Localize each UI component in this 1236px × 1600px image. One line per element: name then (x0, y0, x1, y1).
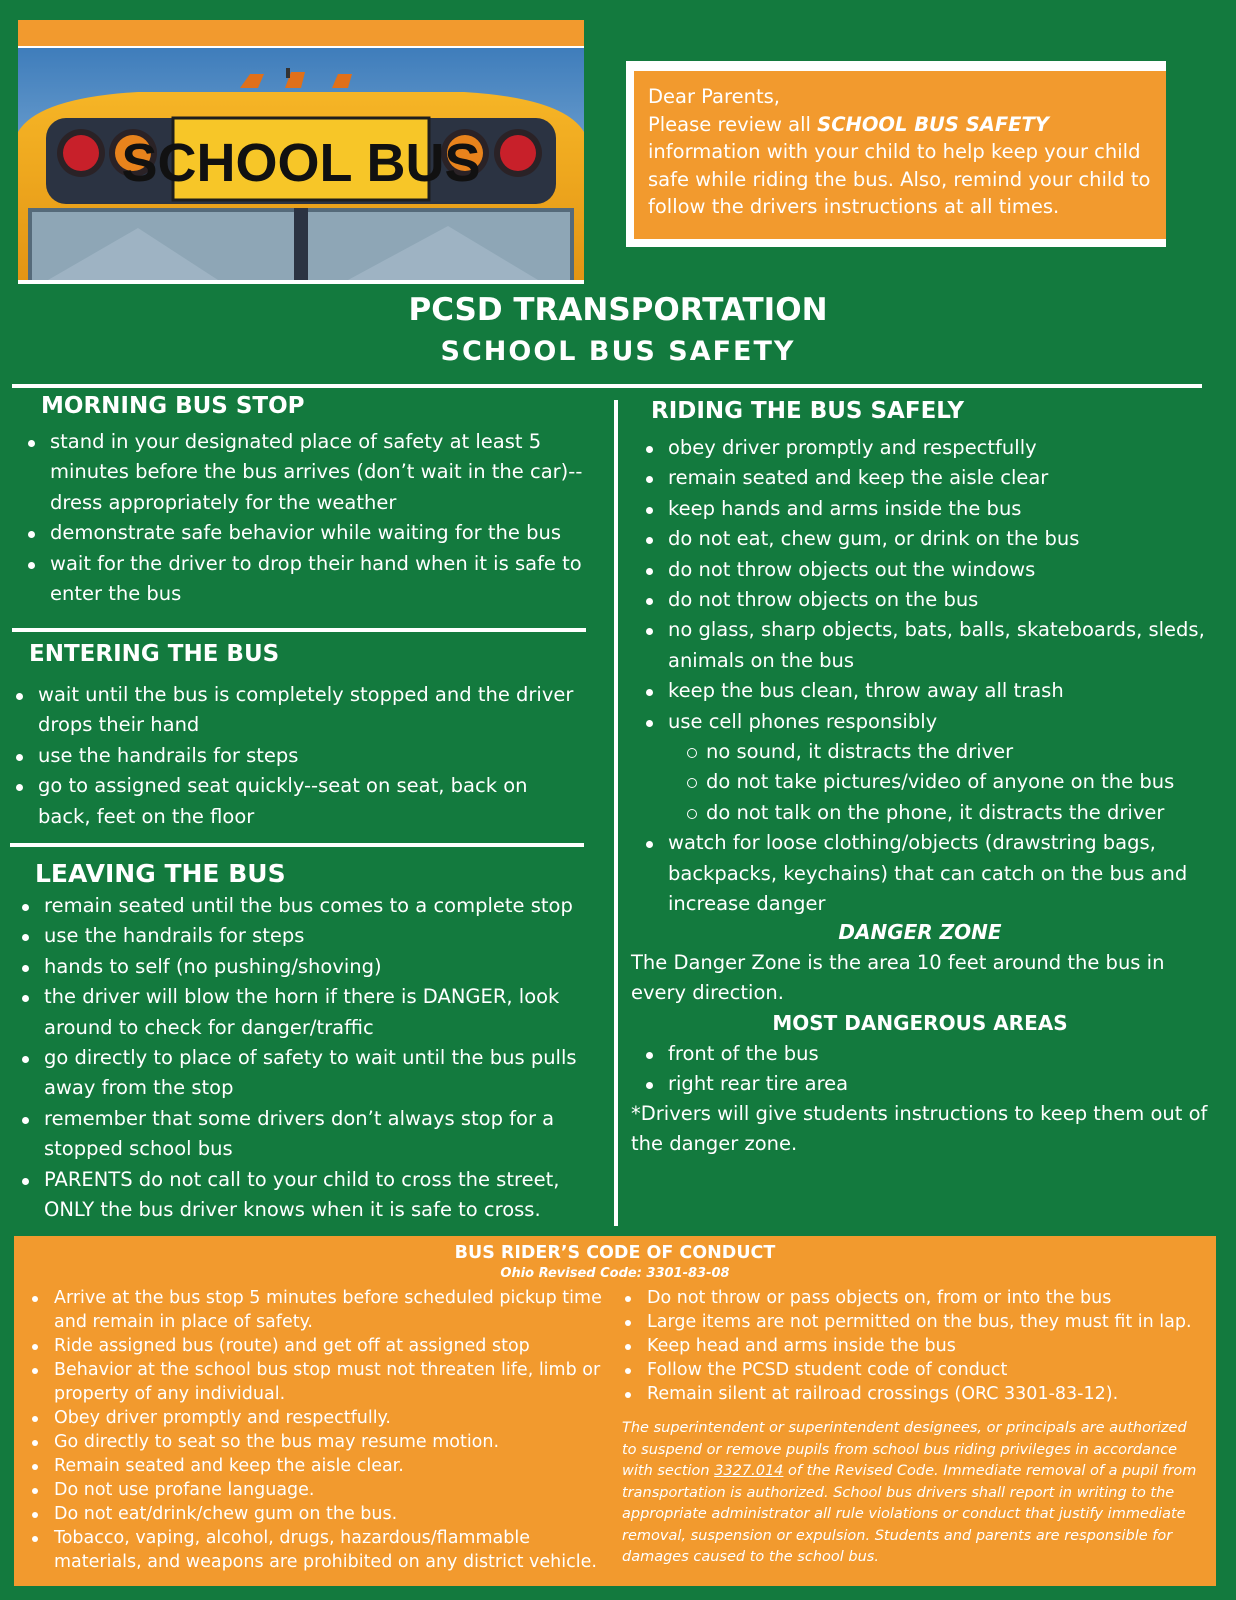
list-item: go directly to place of safety to wait until the bus pulls away from the stop (8, 1043, 590, 1104)
hero-orange-band (18, 20, 584, 46)
list-item: demonstrate safe behavior while waiting for the bus (14, 518, 584, 548)
list-item: Follow the PCSD student code of conduct (607, 1358, 1207, 1382)
section-divider-2 (10, 843, 584, 847)
riding-list (632, 433, 1212, 920)
note-body: Please review all SCHOOL BUS SAFETY information with your child to help keep your child safe while riding the bus. Also, remind your child to follow the drivers instructions at all times. (648, 112, 1151, 218)
leaving-list (8, 891, 590, 1225)
section-divider-1 (12, 628, 586, 632)
list-item: do not throw objects on the bus (632, 585, 1212, 615)
list-item: go to assigned seat quickly--seat on seat, back on back, feet on the floor (2, 771, 584, 832)
list-item: Behavior at the school bus stop must not threaten life, limb or property of any individual. (14, 1358, 614, 1406)
leaving-heading: LEAVING THE BUS (35, 859, 286, 888)
list-item: Go directly to seat so the bus may resume motion. (14, 1430, 614, 1454)
bus-sign-text: SCHOOL BUS (121, 133, 481, 193)
entering-list (2, 680, 584, 832)
list-item: keep the bus clean, throw away all trash (632, 676, 1212, 706)
title-divider (12, 384, 1202, 388)
hero-photo (18, 20, 584, 284)
conduct-heading: BUS RIDER’S CODE OF CONDUCT (454, 1243, 776, 1263)
revised-code-link[interactable]: 3327.014 (714, 1463, 784, 1479)
list-item: Keep head and arms inside the bus (607, 1334, 1207, 1358)
list-item: Large items are not permitted on the bus, they must fit in lap. (607, 1310, 1207, 1334)
list-item: stand in your designated place of safety at least 5 minutes before the bus arrives (don’t wait in the car)--dress appropriately for the weather (14, 427, 584, 518)
note-emphasis: SCHOOL BUS SAFETY (817, 112, 1049, 136)
list-item: use cell phones responsibly (632, 707, 1212, 737)
list-item: remain seated and keep the aisle clear (632, 463, 1212, 493)
page-title: PCSD TRANSPORTATION (408, 292, 828, 328)
page-subtitle: SCHOOL BUS SAFETY (440, 336, 796, 367)
danger-zone-text: The Danger Zone is the area 10 feet around the bus in every direction. (631, 951, 1165, 1004)
dangerous-areas-heading: MOST DANGEROUS AREAS (772, 1011, 1068, 1035)
list-item: do not eat, chew gum, or drink on the bus (632, 524, 1212, 554)
list-item: do not throw objects out the windows (632, 555, 1212, 585)
list-item: Tobacco, vaping, alcohol, drugs, hazardous/flammable materials, and weapons are prohibited on any district vehicle. (14, 1526, 614, 1574)
entering-heading: ENTERING THE BUS (29, 641, 280, 667)
list-item: Remain silent at railroad crossings (ORC 3301-83-12). (607, 1382, 1207, 1406)
list-item: Obey driver promptly and respectfully. (14, 1406, 614, 1430)
sub-list-item: do not take pictures/video of anyone on the bus (632, 767, 1212, 797)
sub-list-item: no sound, it distracts the driver (632, 737, 1212, 767)
danger-zone-heading: DANGER ZONE (838, 920, 1002, 944)
conduct-right-list (607, 1286, 1207, 1406)
list-item: remain seated until the bus comes to a complete stop (8, 891, 590, 921)
dangerous-areas-list (632, 1039, 1212, 1100)
danger-footnote: *Drivers will give students instructions to keep them out of the danger zone. (631, 1102, 1208, 1155)
list-item: Remain seated and keep the aisle clear. (14, 1454, 614, 1478)
list-item: Do not throw or pass objects on, from or into the bus (607, 1286, 1207, 1310)
legal-notice: The superintendent or superintendent designees, or principals are authorized to suspend or remove pupils from school bus riding privileges in accordance with section 3327.014 of the Revised Code. Immediate removal of a pupil from transportation is authorized. School bus drivers shall report in writing to the appropriate administrator all rule violations or conduct that justify immediate removal, suspension or expulsion. Students and parents are responsible for damages caused to the school bus. (622, 1420, 1197, 1565)
list-item: Do not eat/drink/chew gum on the bus. (14, 1502, 614, 1526)
list-item: Arrive at the bus stop 5 minutes before scheduled pickup time and remain in place of safety. (14, 1286, 614, 1334)
morning-list (14, 427, 584, 609)
sub-list-item: do not talk on the phone, it distracts the driver (632, 798, 1212, 828)
list-item: use the handrails for steps (8, 921, 590, 951)
code-of-conduct-panel (14, 1236, 1216, 1586)
morning-heading: MORNING BUS STOP (41, 393, 305, 419)
list-item: no glass, sharp objects, bats, balls, skateboards, sleds, animals on the bus (632, 615, 1212, 676)
list-item: wait for the driver to drop their hand when it is safe to enter the bus (14, 549, 584, 610)
list-item: watch for loose clothing/objects (drawstring bags, backpacks, keychains) that can catch on the bus and increase danger (632, 828, 1212, 919)
conduct-left-list (14, 1286, 614, 1574)
list-item: front of the bus (632, 1039, 1212, 1069)
list-item: obey driver promptly and respectfully (632, 433, 1212, 463)
riding-heading: RIDING THE BUS SAFELY (651, 398, 965, 424)
list-item: keep hands and arms inside the bus (632, 494, 1212, 524)
conduct-subheading: Ohio Revised Code: 3301-83-08 (500, 1266, 730, 1281)
list-item: Ride assigned bus (route) and get off at assigned stop (14, 1334, 614, 1358)
list-item: remember that some drivers don’t always stop for a stopped school bus (8, 1104, 590, 1165)
list-item: wait until the bus is completely stopped and the driver drops their hand (2, 680, 584, 741)
school-bus-image (18, 48, 584, 280)
list-item: the driver will blow the horn if there is DANGER, look around to check for danger/traffic (8, 982, 590, 1043)
note-greeting: Dear Parents, (648, 85, 780, 108)
column-divider (614, 400, 618, 1226)
parents-note (634, 71, 1166, 239)
list-item: Do not use profane language. (14, 1478, 614, 1502)
list-item: PARENTS do not call to your child to cross the street, ONLY the bus driver knows when it is safe to cross. (8, 1165, 590, 1226)
list-item: right rear tire area (632, 1069, 1212, 1099)
list-item: use the handrails for steps (2, 741, 584, 771)
list-item: hands to self (no pushing/shoving) (8, 952, 590, 982)
